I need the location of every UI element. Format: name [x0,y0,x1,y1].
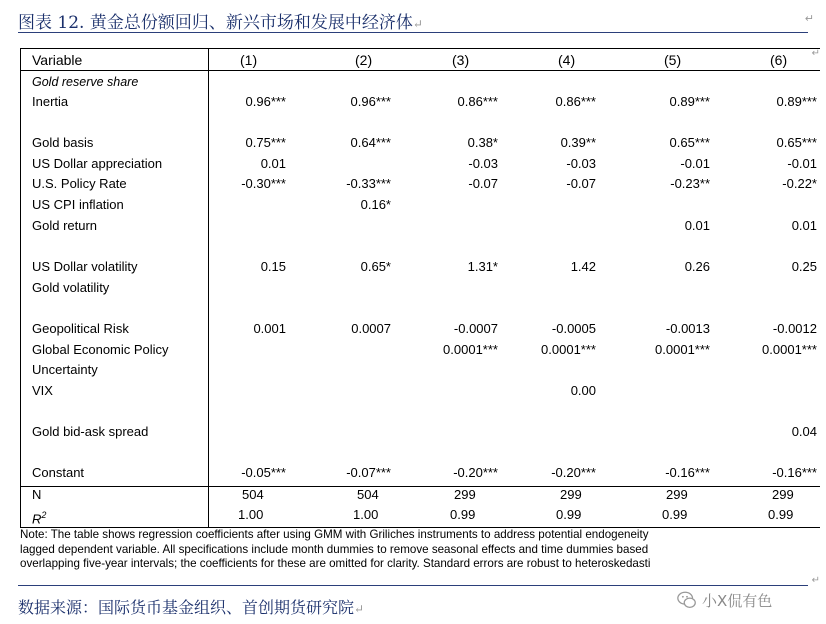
coefficient-cell: 0.26 [684,259,710,274]
coefficient-cell: -0.05*** [241,465,286,480]
r2-cell: 0.99 [450,507,476,522]
coefficient-cell: -0.33*** [346,176,391,191]
r2-cell: 1.00 [238,507,264,522]
row-label: Geopolitical Risk [32,321,129,336]
figure-footer [0,585,826,624]
coefficient-cell: 0.64*** [350,135,391,150]
table-header-rule [20,70,820,71]
return-mark-icon: ↵ [811,48,820,59]
n-cell: 299 [772,487,794,502]
coefficient-cell: 0.0001*** [762,342,817,357]
coefficient-cell: 0.16* [360,197,391,212]
table-left-border [20,48,21,528]
coefficient-cell: 0.65*** [669,135,710,150]
coefficient-cell: -0.0013 [665,321,710,336]
coefficient-cell: 0.96*** [350,94,391,109]
row-label: Gold bid-ask spread [32,424,149,439]
figure-title: 图表 12. 黄金总份额回归、新兴市场和发展中经济体↵ [18,13,423,33]
note-line: lagged dependent variable. All specifications include month dummies to remove seasonal effects and time dummies based [20,542,649,556]
coefficient-cell: 0.75*** [245,135,286,150]
column-header: (3) [452,52,470,68]
coefficient-cell: 0.01 [791,218,817,233]
coefficient-cell: -0.20*** [551,465,596,480]
wechat-icon [676,589,698,611]
coefficient-cell: 0.39** [560,135,596,150]
coefficient-cell: -0.22* [782,176,817,191]
n-cell: 299 [454,487,476,502]
coefficient-cell: 0.65*** [776,135,817,150]
row-label-r2: R [32,511,42,527]
row-label-n: N [32,487,42,502]
column-header: (5) [664,52,682,68]
header-rule [18,32,808,33]
row-label: U.S. Policy Rate [32,176,127,191]
coefficient-cell: 0.0001*** [541,342,596,357]
coefficient-cell: 0.86*** [457,94,498,109]
note-line: Note: The table shows regression coefficients after using GMM with Griliches instruments to address potential endogeneity [20,528,649,541]
coefficient-cell: 0.38* [467,135,498,150]
return-mark-icon: ↵ [804,12,814,25]
row-label: Constant [32,465,85,480]
section-label: Gold reserve share [32,75,139,89]
table-top-rule [20,48,820,49]
row-label: Gold basis [32,135,94,150]
n-cell: 299 [666,487,688,502]
coefficient-cell: -0.0012 [772,321,817,336]
coefficient-cell: -0.01 [787,156,817,171]
row-label: Uncertainty [32,362,98,377]
coefficient-cell: 0.89*** [776,94,817,109]
n-cell: 504 [357,487,379,502]
coefficient-cell: 0.86*** [555,94,596,109]
coefficient-cell: 0.25 [791,259,817,274]
coefficient-cell: -0.16*** [772,465,817,480]
column-header: (6) [770,52,788,68]
table-label-divider [208,48,209,528]
table-note [20,528,820,572]
coefficient-cell: -0.07*** [346,465,391,480]
coefficient-cell: 0.0001*** [655,342,710,357]
coefficient-cell: -0.20*** [453,465,498,480]
coefficient-cell: 1.31* [467,259,498,274]
watermark: 小X侃有色 [676,589,772,611]
r2-cell: 0.99 [662,507,688,522]
coefficient-cell: -0.0007 [453,321,498,336]
coefficient-cell: -0.30*** [241,176,286,191]
r2-cell: 0.99 [556,507,582,522]
coefficient-cell: -0.23** [670,176,710,191]
row-label-r2-wrap [32,507,46,527]
row-label: Gold volatility [32,280,110,295]
coefficient-cell: 0.89*** [669,94,710,109]
column-header: Variable [32,52,83,68]
r2-cell: 1.00 [353,507,379,522]
coefficient-cell: 0.65* [360,259,391,274]
r2-cell: 0.99 [768,507,794,522]
note-line: overlapping five-year intervals; the coefficients for these are omitted for clarity. Standard errors are robust to heteroskedasti [20,557,651,570]
source-text: 数据来源：国际货币基金组织、首创期货研究院↵ [18,598,365,617]
column-header: (4) [558,52,576,68]
coefficient-cell: 0.15 [260,259,286,274]
coefficient-cell: -0.07 [566,176,596,191]
coefficient-cell: 0.01 [684,218,710,233]
regression-table [20,48,820,528]
table-bottom-rule [20,486,820,487]
return-mark-icon: ↵ [811,575,820,586]
coefficient-cell: -0.01 [680,156,710,171]
coefficient-cell: 0.96*** [245,94,286,109]
row-label: Inertia [32,94,69,109]
coefficient-cell: -0.03 [468,156,498,171]
footer-rule [18,585,808,586]
coefficient-cell: 0.0007 [351,321,391,336]
coefficient-cell: 0.04 [791,424,817,439]
coefficient-cell: 0.01 [260,156,286,171]
coefficient-cell: 0.00 [570,383,596,398]
n-cell: 299 [560,487,582,502]
row-label: VIX [32,383,53,398]
coefficient-cell: -0.0005 [551,321,596,336]
coefficient-cell: 0.0001*** [443,342,498,357]
column-header: (1) [240,52,258,68]
row-label: US Dollar appreciation [32,156,163,171]
coefficient-cell: -0.03 [566,156,596,171]
n-cell: 504 [242,487,264,502]
coefficient-cell: -0.07 [468,176,498,191]
coefficient-cell: 0.001 [253,321,286,336]
row-label: US Dollar volatility [32,259,138,274]
column-header: (2) [355,52,373,68]
return-mark-icon: ↵ [354,602,365,616]
row-label: US CPI inflation [32,197,124,212]
row-label: Global Economic Policy [32,342,169,357]
return-mark-icon: ↵ [412,17,423,31]
figure-header [0,0,826,34]
coefficient-cell: 1.42 [570,259,596,274]
r2-superscript: 2 [41,510,47,520]
coefficient-cell: -0.16*** [665,465,710,480]
row-label: Gold return [32,218,98,233]
